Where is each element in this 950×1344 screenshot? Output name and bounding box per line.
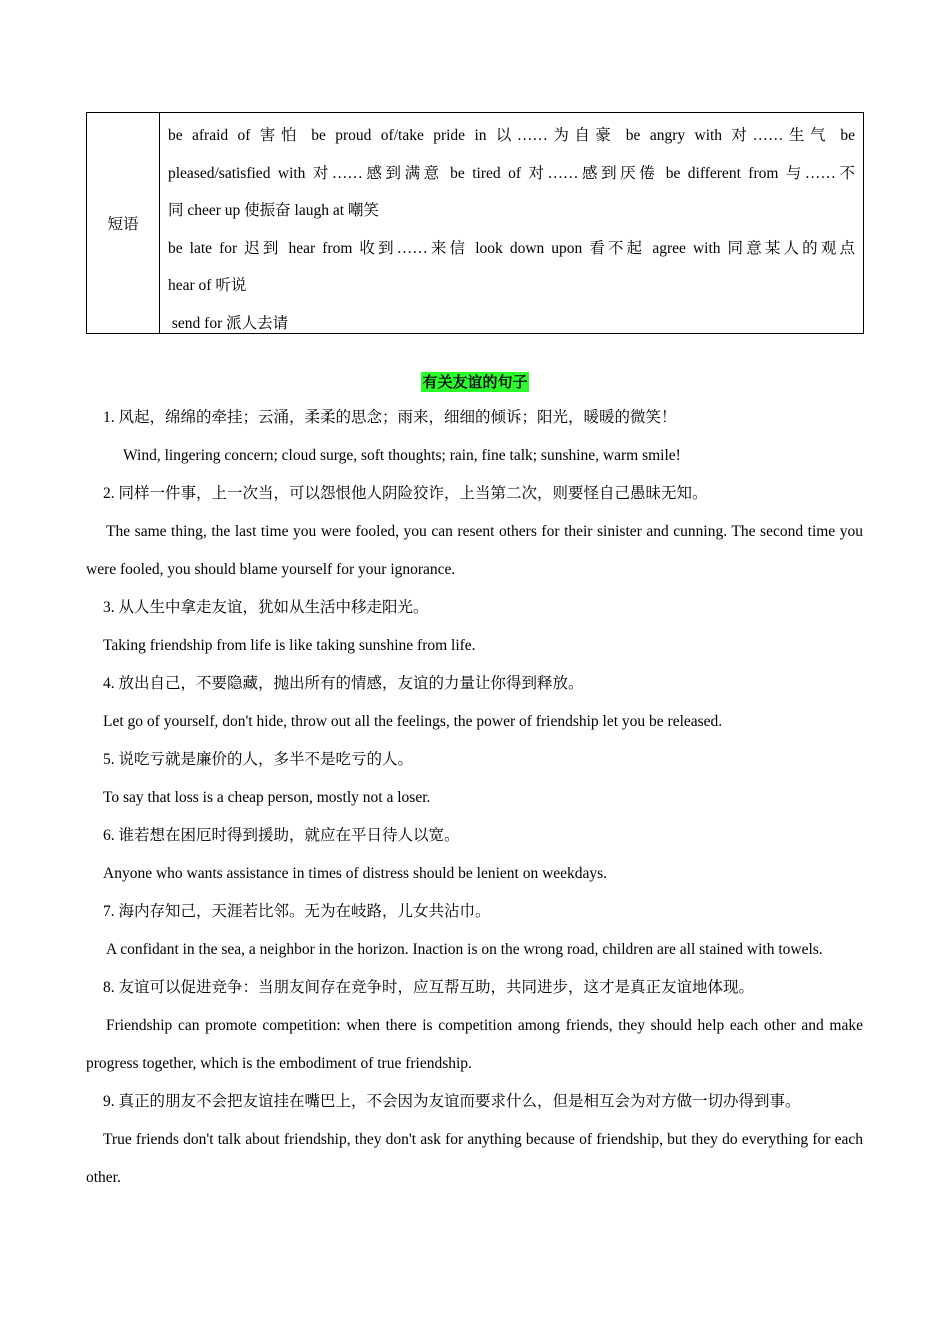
sentence-zh: 5. 说吃亏就是廉价的人，多半不是吃亏的人。 — [103, 751, 414, 768]
sentence-en: The same thing, the last time you were fooled, you can resent others for their sinister and cunning. The second time you were fooled, you should blame yourself for your ignorance. — [86, 523, 863, 578]
sentence-zh: 9. 真正的朋友不会把友谊挂在嘴巴上，不会因为友谊而要求什么，但是相互会为对方做一切办得到事。 — [103, 1093, 801, 1110]
sentence-zh: 1. 风起，绵绵的牵挂；云涌，柔柔的思念；雨来，细细的倾诉；阳光，暖暖的微笑！ — [103, 409, 677, 426]
phrase-table-label: 短语 — [87, 113, 160, 333]
sentence-zh: 6. 谁若想在困厄时得到援助，就应在平日待人以宽。 — [103, 827, 460, 844]
sentence-list — [86, 399, 863, 1197]
sentence-zh: 8. 友谊可以促进竞争：当朋友间存在竞争时，应互帮互助，共同进步，这才是真正友谊地体现。 — [103, 979, 755, 996]
phrase-line: 同 cheer up 使振奋 laugh at 嘲笑 — [168, 202, 379, 219]
sentence-en: True friends don't talk about friendship, they don't ask for anything because of friendship, but they do everything for each other. — [86, 1131, 863, 1186]
sentence-zh: 2. 同样一件事，上一次当，可以怨恨他人阴险狡诈，上当第二次，则要怪自己愚昧无知。 — [103, 485, 708, 502]
sentence-zh: 7. 海内存知己，天涯若比邻。无为在岐路，儿女共沾巾。 — [103, 903, 491, 920]
phrase-line: be late for 迟到 hear from 收到……来信 look down upon 看不起 agree with 同意某人的观点 — [168, 239, 855, 257]
sentence-zh: 3. 从人生中拿走友谊，犹如从生活中移走阳光。 — [103, 599, 429, 616]
sentence-en: A confidant in the sea, a neighbor in the horizon. Inaction is on the wrong road, children are all stained with towels. — [106, 941, 823, 958]
section-title — [0, 371, 950, 392]
phrase-table-content — [160, 113, 863, 333]
sentence-en: Let go of yourself, don't hide, throw out all the feelings, the power of friendship let you be released. — [103, 713, 723, 730]
sentence-en: Anyone who wants assistance in times of distress should be lenient on weekdays. — [103, 865, 608, 882]
section-title-highlight: 有关友谊的句子 — [422, 373, 528, 391]
sentence-en: To say that loss is a cheap person, mostly not a loser. — [103, 789, 431, 806]
phrase-line: pleased/satisfied with 对……感到满意 be tired of 对……感到厌倦 be different from 与……不 — [168, 164, 855, 182]
phrase-line: send for 派人去请 — [168, 314, 289, 332]
phrase-line: be afraid of 害怕 be proud of/take pride in 以……为自豪 be angry with 对……生气 be — [168, 127, 855, 144]
sentence-zh: 4. 放出自己，不要隐藏，抛出所有的情感，友谊的力量让你得到释放。 — [103, 675, 584, 692]
phrase-table — [86, 112, 864, 334]
sentence-en: Friendship can promote competition: when there is competition among friends, they should help each other and make progress together, which is the embodiment of true friendship. — [86, 1017, 863, 1072]
phrase-line: hear of 听说 — [168, 277, 247, 294]
sentence-en: Wind, lingering concern; cloud surge, soft thoughts; rain, fine talk; sunshine, warm smile! — [123, 447, 681, 464]
sentence-en: Taking friendship from life is like taking sunshine from life. — [103, 637, 476, 654]
